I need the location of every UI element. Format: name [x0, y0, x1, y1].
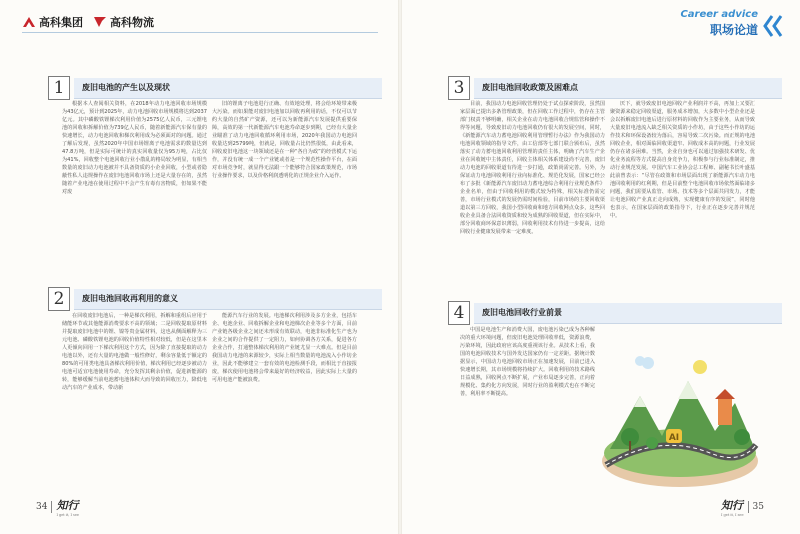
svg-text:AI: AI: [668, 433, 680, 443]
footer-left: [36, 497, 79, 517]
section-3-col-2: [610, 100, 755, 290]
section-1-header: [48, 76, 382, 100]
section-4-header: [448, 301, 782, 325]
page-number-right: 35: [752, 502, 764, 512]
group-logo: [22, 14, 83, 30]
logistics-logo: [93, 14, 154, 30]
section-1-col-1: [62, 100, 207, 280]
section-1-text-2: 旧的锂离子电池进行正确、有效地处理，将会给环境带来极大污染。而如果能对废旧电池加以回收再利用的话，不仅可以节约大量的自然矿产资源，还可以为新能源汽车发展提供重要保障，高效的第一代新能源汽车电池寿命逐步到期，已经有大量企业瞄准了动力电池回收循环利用市场，2020年我国动力电池回收量达到25799吨，但就是，回收量占比仍然很低，由此看来，回收废旧电池这一块领域还是在一种“各自为政”的经营模式下运作，并没有统一成一个产业链或者是一个规范性操作平台，在面对市场竞争时，就显得无法跟一个能够符合国家政策规范，市场行业操作要求，以及价格利润透明化的正规企业介入运作。: [212, 101, 357, 179]
section-2-number: 2: [48, 287, 70, 311]
section-4-number: 4: [448, 301, 470, 325]
footer-tagline-right: I get it, I see: [721, 513, 744, 517]
section-4-text-1: 中国是电池生产和消费大国，废电池污染已成为各种解决的重大环境问题，但废旧电池处理回收率低，资源浪费，污染环境，因此政府应该高度重视该行业。从技术上看，我国的电池回收技术与国外发达国家仍有一定差距。据统计数据显示，中国动力电池回收市场正在加速发展，目前已进入快速增长期，其市场规模将持续扩大。回收利用的技术路线日益成熟，回收网点不断扩展，产业布局逐步完善，正向着规模化、集约化方向发展，同时行业的盈利模式也在不断完善，利用率不断提高。: [460, 327, 595, 397]
footer-right: [721, 497, 764, 517]
section-2-col-1: [62, 312, 207, 492]
group-logo-text: 高科集团: [39, 16, 83, 29]
header-rule: [22, 32, 378, 33]
footer-brand-text: 知行: [56, 499, 79, 512]
section-3-title: 废旧电池回收政策及困难点: [474, 78, 782, 99]
page-number-left: 34: [36, 502, 48, 512]
logistics-logo-icon: [93, 16, 107, 28]
group-logo-icon: [22, 16, 36, 28]
section-2-text-1: 在回收废旧电池后，一种是梯次利用，拆解和重组后应用于储能环节或其他能源消费要求不高的领域；二是回收提取原材料并提取废旧电池中的锂、镍等贵金属材料，这也从侧面解释为三元电池、磷酸铁锂电池的回收价值特性相对较低，但是在这里本人更倾向回用一下梯次利用这个方式，因为除了直接提取的动力电池以外，还有大量的电池做一般性修好，剩余容量低于额定的80%的可用类电池具备梯次利用价值，梯次利用已经逐步被动力电池可适宜电池使用寿命，充分发挥其剩余价值，促进新能源的转，能够缓解当前电池蓄电池体积大而导致的回收压力，降低电动汽车的产业成本，带动新: [62, 313, 207, 391]
eco-city-illustration: [600, 341, 760, 491]
section-3-text-1: 目前，我国动力电池回收管理仍处于试点探索阶段，虽然国家层面已提出多条管理政策，但在回收工作过程中，仍存在主管部门权责不够明确，相关企业在动力电池回收合规监管和操作不得等问题，导致废旧动力电池回收仍有很大的发展空间，同时，《新能源汽车动力蓄电池回收利用管理暂行办法》作为我国动力电池回收领域的指导文件，由工信部等七部门联合颁布后，虽然落实了动力蓄电池回收利用管理的责任主体，明确了汽车生产企业在回收链中主体责任，回收主体相关体系建设尚不完善，废旧动力电池的回收渠道有待进一步打通，政策尚需完善。另外，为保证动力电池回收利用行业向标准化、规范化发展，国家已经公布了多批《新能源汽车废旧动力蓄电池综合利用行业规范条件》企业名单，但由于回收利用的模式较为特殊，相关标准仍需完善，市场行业模式的发展仍需时间检验，目前市场的主要回收渠道以第三方回收，我国小型回收商和地方回收网点众多，这些回收企业具备合法回收资质和较为成熟的回收渠道，但在实际中，部分回收商环保意识薄弱，回收利用技术有待进一步提高，这给回收行业健康发展带来一定难度。: [460, 101, 605, 235]
double-chevron-icon: [762, 14, 784, 38]
page-gutter: [398, 0, 402, 534]
section-label: [680, 9, 758, 38]
section-label-en: Career advice: [680, 9, 758, 20]
section-4-title: 废旧电池回收行业前景: [474, 303, 782, 324]
footer-divider: [51, 501, 52, 513]
section-1-text-1: 根据本人查阅相关资料，在2018年动力电池回收市场规模为43亿元，预计到2025年，动力电池回收市场规模将达到2037亿元。其中磷酸铁锂梯次利用价值为2575亿人民币，三元锂电池的回收和拆解价值为739亿人民币，随着新能源汽车保有量的快速增长，动力电池回收和梯次利用成为必须面对的问题。通过了解后发现，虽然2020年中国市场锂离子电池需求的数量达到47.8万吨，但是实际可统计的真实回收量仅为95万吨，占比仅为41%，回收整个电池回收行业小散乱的格局较为明显，有相当数量的废旧动力电池被并不具备资质的小企业回收，小型或者隐蔽性私人违规操作在废旧电池回收市场上还是大量存在的，虽然随着产业电池在使用过程中不会产生有毒有害物质，但如果不能对废: [62, 101, 207, 195]
footer-divider-right: [748, 501, 749, 513]
section-4-col-1: [460, 326, 595, 498]
section-3-header: [448, 76, 782, 100]
footer-brand-text-right: 知行: [721, 499, 744, 512]
logistics-logo-text: 高科物流: [110, 16, 154, 29]
footer-brand-right: [721, 497, 744, 517]
section-3-number: 3: [448, 76, 470, 100]
section-1-title: 废旧电池的产生以及现状: [74, 78, 382, 99]
section-3-text-2: 厌下，就导致废旧电池回收产业利润并不高，再加上又要汇聚资源来稳定回收渠道，服务成本增加，大多数中小型企业还是会以拆解废旧电池后进行原材料的回收作为主要业务，从而导致大量废旧电池流入缺乏相关资质的小作坊，由于这些小作坊的运作技术和环保设备较为落后，容易导致二次污染。而正规的电池回收企业，相对面临回收渠道窄、回收成本高的问题，行业发展仍存在诸多困难。当然，企业自身也可以通过加强技术研发、优化业务流程等方式提高自身竞争力，积极参与行业标准制定，推动行业规范发展。中国汽车工业协会总工程师、副秘书长叶盛基此前曾表示：“尽管在政策和市场层面出现了新能源汽车动力电池回收利用的红利期，但是目前整个电池回收市场依然面临诸多问题，我们需要从监管、市场、技术等多个层面共同发力，才能让电池回收产业真正走向成熟，实现健康有序的发展”，同时他也表示，在国家层面的政策指导下，行业正在逐步完善并规范中。: [610, 101, 755, 219]
section-2-col-2: [212, 312, 357, 492]
section-2-text-2: 能源汽车行业的发展。电池梯次利用涉及多方企业，包括车企、电池企业、回收拆解企业和电池梯次企业等多个方面，目前产业链各级企业之间还未形成有效联动，电池非标准化生产也为企业之间的合作提供了一定阻力，如何协调各方关系，促进各方企业合作，打通整体梯次利用的产业链尤显一大难点。但是目前我国动力电池的来源较少，实际上相当数量的电池流入小作坊企业，因此不能够建立一套有效的电池检测手段，而相比于直接报废，梯次使用电池将会带来最好的经济收益，因此实际上大量的可用电池产能被浪费。: [212, 313, 357, 383]
section-2-title: 废旧电池回收再利用的意义: [74, 289, 382, 310]
footer-brand-left: [56, 497, 79, 517]
section-2-header: [48, 287, 382, 311]
section-1-number: 1: [48, 76, 70, 100]
footer-tagline: I get it, I see: [56, 513, 79, 517]
section-label-zh: 职场论道: [709, 23, 758, 37]
section-3-col-1: [460, 100, 605, 290]
section-1-col-2: [212, 100, 357, 280]
